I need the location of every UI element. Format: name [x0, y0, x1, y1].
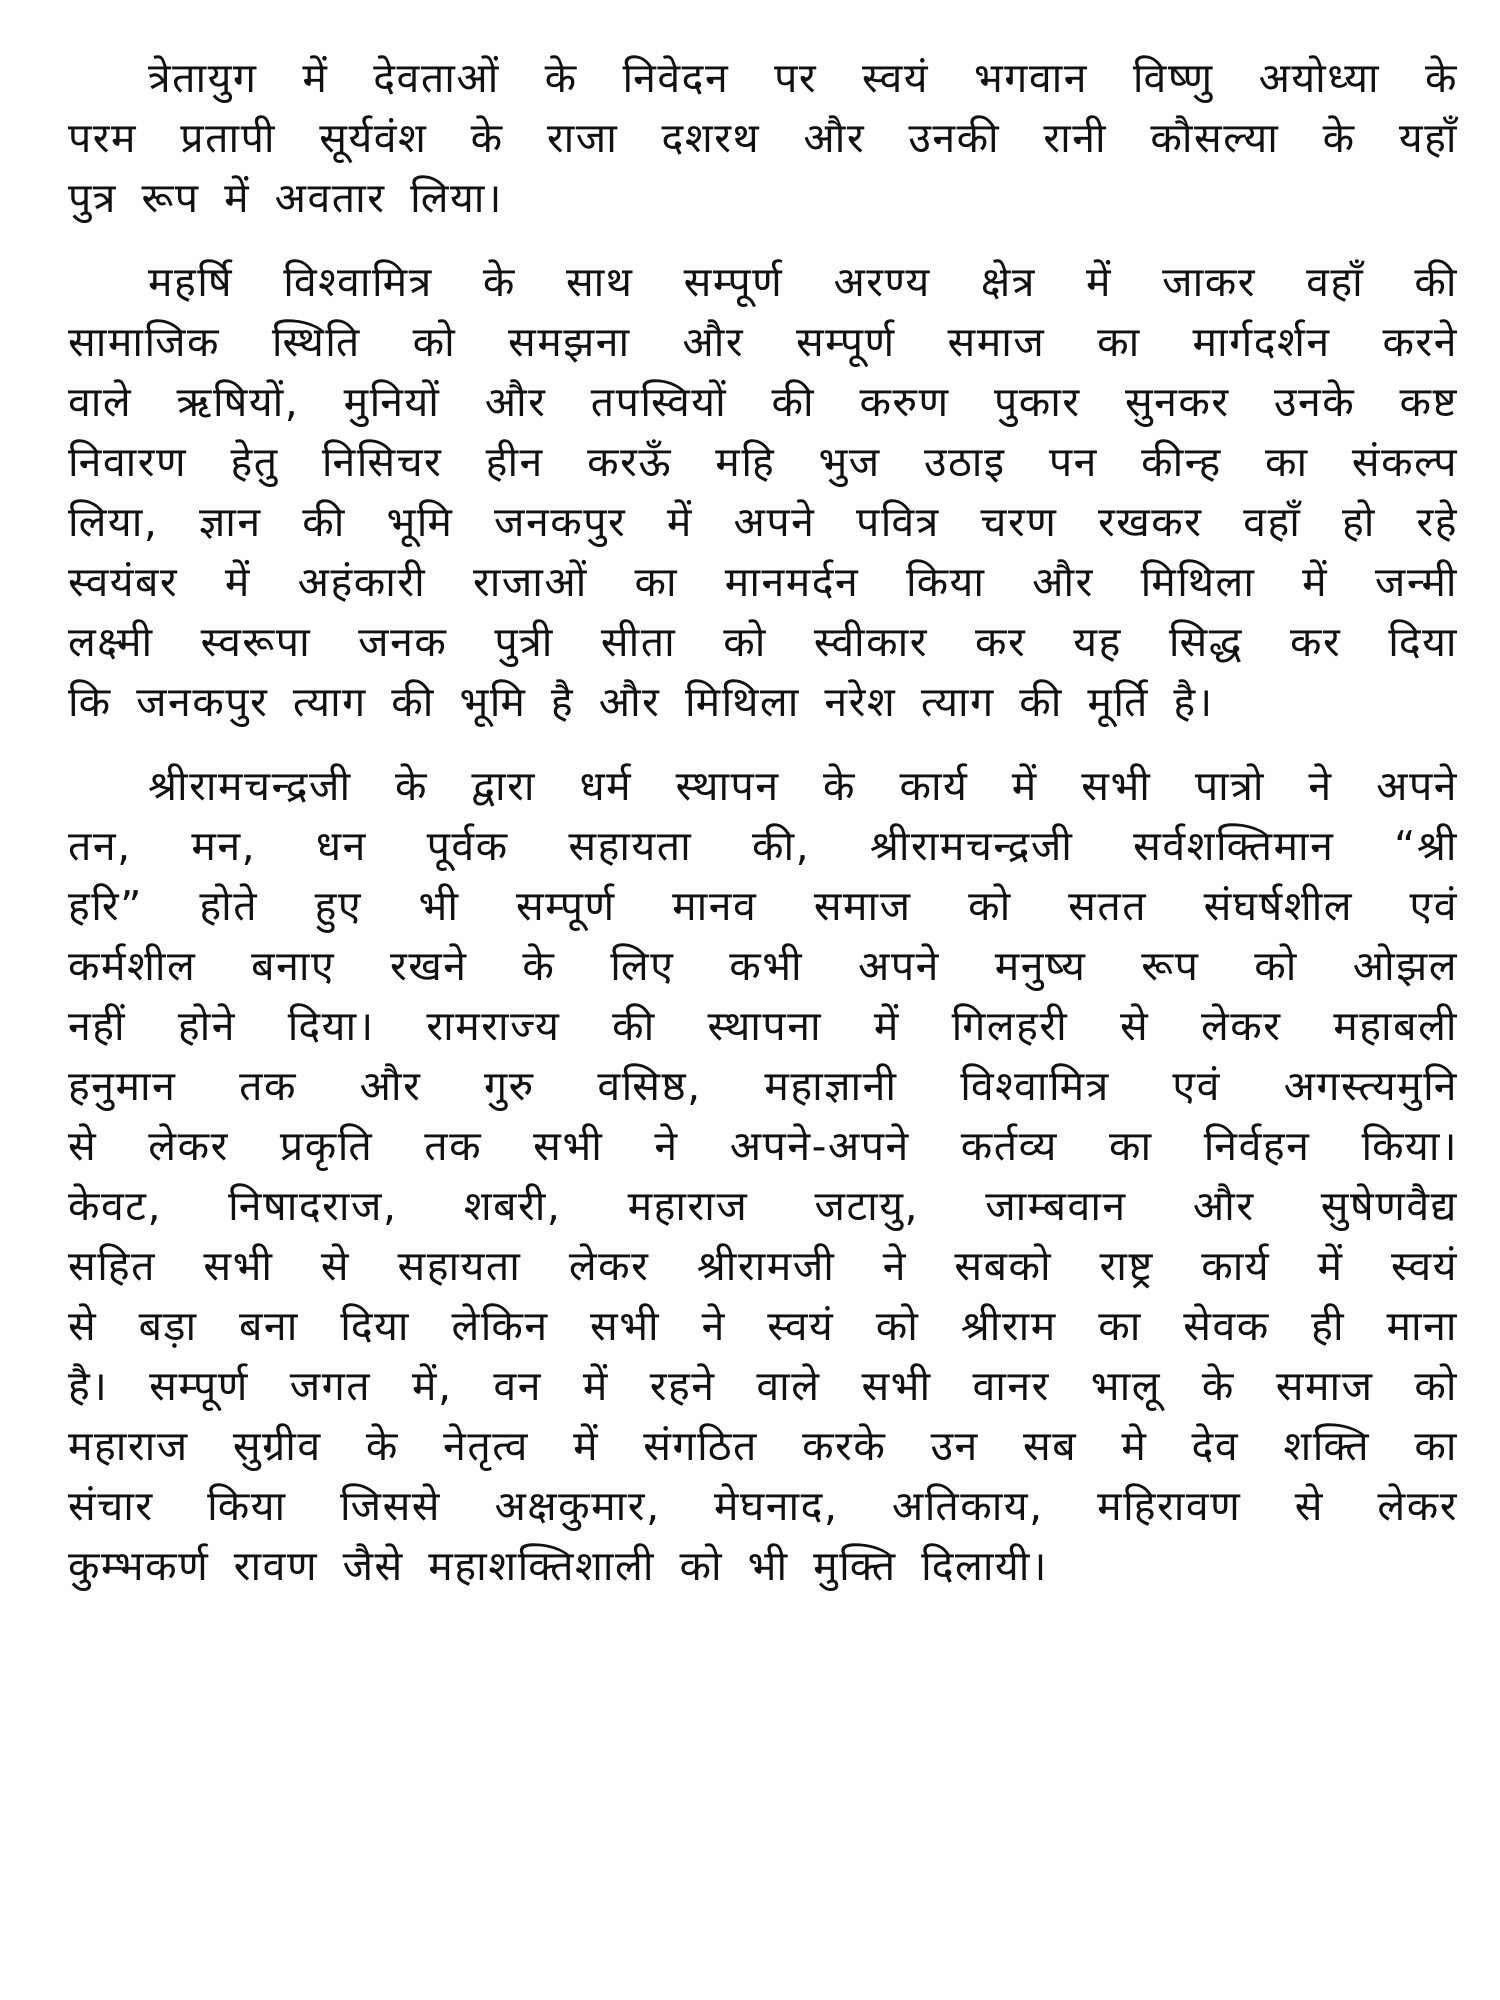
text-line: वाले ऋषियों, मुनियों और तपस्वियों की करुण पुकार सुनकर उनके कष्ट	[68, 378, 1458, 426]
text-line: हरि” होते हुए भी सम्पूर्ण मानव समाज को सतत संघर्षशील एवं	[68, 882, 1458, 930]
text-line: महर्षि विश्वामित्र के साथ सम्पूर्ण अरण्य क्षेत्र में जाकर वहाँ की	[148, 258, 1458, 306]
text-line: परम प्रतापी सूर्यवंश के राजा दशरथ और उनकी रानी कौसल्या के यहाँ	[68, 114, 1458, 162]
text-line: नहीं होने दिया। रामराज्य की स्थापना में गिलहरी से लेकर महाबली	[68, 1002, 1458, 1050]
text-line: हनुमान तक और गुरु वसिष्ठ, महाज्ञानी विश्वामित्र एवं अगस्त्यमुनि	[68, 1062, 1458, 1110]
text-line: कर्मशील बनाए रखने के लिए कभी अपने मनुष्य रूप को ओझल	[68, 942, 1458, 990]
text-line: श्रीरामचन्द्रजी के द्वारा धर्म स्थापन के कार्य में सभी पात्रो ने अपने	[148, 762, 1458, 810]
text-line: तन, मन, धन पूर्वक सहायता की, श्रीरामचन्द्रजी सर्वशक्तिमान “श्री	[68, 822, 1458, 870]
text-line: लिया, ज्ञान की भूमि जनकपुर में अपने पवित्र चरण रखकर वहाँ हो रहे	[68, 498, 1458, 546]
text-line: सामाजिक स्थिति को समझना और सम्पूर्ण समाज का मार्गदर्शन करने	[68, 318, 1458, 366]
paragraph-3	[68, 756, 1458, 1596]
text-line: से बड़ा बना दिया लेकिन सभी ने स्वयं को श्रीराम का सेवक ही माना	[68, 1302, 1458, 1350]
text-line: महाराज सुग्रीव के नेतृत्व में संगठित करके उन सब मे देव शक्ति का	[68, 1422, 1458, 1470]
text-line: लक्ष्मी स्वरूपा जनक पुत्री सीता को स्वीकार कर यह सिद्ध कर दिया	[68, 618, 1458, 666]
document-page	[68, 48, 1458, 1968]
text-line: केवट, निषादराज, शबरी, महाराज जटायु, जाम्बवान और सुषेणवैद्य	[68, 1182, 1458, 1230]
text-line: कि जनकपुर त्याग की भूमि है और मिथिला नरेश त्याग की मूर्ति है।	[68, 678, 1214, 726]
paragraph-2	[68, 252, 1458, 732]
text-line: संचार किया जिससे अक्षकुमार, मेघनाद, अतिकाय, महिरावण से लेकर	[68, 1482, 1458, 1530]
text-line: पुत्र रूप में अवतार लिया।	[68, 174, 503, 222]
text-line: है। सम्पूर्ण जगत में, वन में रहने वाले सभी वानर भालू के समाज को	[68, 1362, 1458, 1410]
text-line: स्वयंबर में अहंकारी राजाओं का मानमर्दन किया और मिथिला में जन्मी	[68, 558, 1458, 606]
text-line: से लेकर प्रकृति तक सभी ने अपने-अपने कर्तव्य का निर्वहन किया।	[68, 1122, 1458, 1170]
text-line: निवारण हेतु निसिचर हीन करऊँ महि भुज उठाइ पन कीन्ह का संकल्प	[68, 438, 1458, 486]
paragraph-1	[68, 48, 1458, 228]
text-line: त्रेतायुग में देवताओं के निवेदन पर स्वयं भगवान विष्णु अयोध्या के	[148, 54, 1458, 102]
text-line: कुम्भकर्ण रावण जैसे महाशक्तिशाली को भी मुक्ति दिलायी।	[68, 1542, 1048, 1590]
text-line: सहित सभी से सहायता लेकर श्रीरामजी ने सबको राष्ट्र कार्य में स्वयं	[68, 1242, 1458, 1290]
